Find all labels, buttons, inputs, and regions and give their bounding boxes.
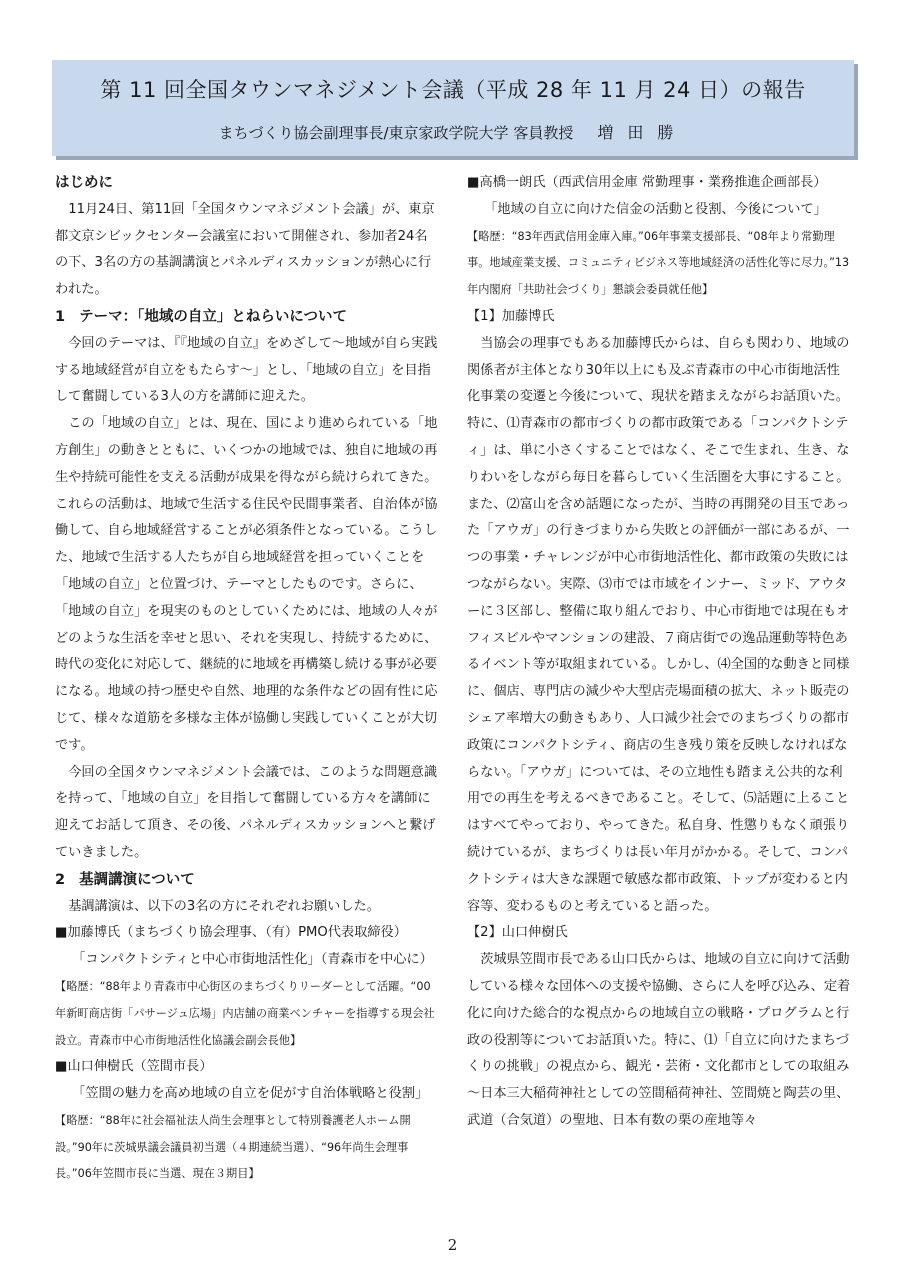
section-2-intro: 基調講演は、以下の3名の方にそれぞれお願いした。 xyxy=(68,898,380,914)
section-1-paragraph-1: 今回のテーマは、『『地域の自立』をめざして～地域が自ら実践する地域経営が自立をもたらす～」とし、「地域の自立」を目指して奮闘している3人の方を講師に迎えた。 xyxy=(55,335,438,405)
keynote-1-heading: 【1】加藤博氏 xyxy=(467,308,555,324)
speaker-1-name: ■加藤博氏（まちづくり協会理事、（有）PMO代表取締役） xyxy=(55,925,407,941)
section-1-paragraph-3: 今回の全国タウンマネジメント会議では、このような問題意識を持って、「地域の自立」を目指して奮闘している方々を講師に迎えてお話して頂き、その後、パネルディスカッションへと繋げていきました。 xyxy=(55,764,438,860)
speaker-3-name: ■高橋一朗氏（西武信用金庫 常勤理事・業務推進企画部長） xyxy=(467,175,827,190)
speaker-2-name: ■山口伸樹氏（笠間市長） xyxy=(55,1059,213,1075)
author-affiliation: まちづくり協会副理事長/東京家政学院大学 客員教授 xyxy=(218,124,574,142)
author-name: 増田勝 xyxy=(597,123,688,142)
section-1-title: テーマ：「地域の自立」とねらいについて xyxy=(79,308,348,325)
speaker-2-bio: 【略歴：“88年に社会福祉法人尚生会理事として特別養護老人ホーム開設。”90年に茨城県議会議員初当選（４期連続当選）、“96年尚生会理事長。”06年笠間市長に当選、現在３期目】 xyxy=(55,1113,411,1181)
section-2-heading xyxy=(55,867,440,894)
section-2-number: 2 xyxy=(55,871,66,888)
section-1-number: 1 xyxy=(55,308,66,325)
keynote-2-body: 茨城県笠間市長である山口氏からは、地域の自立に向けて活動している様々な団体への支援や協働、さらに人を呼び込み、定着化に向けた総合的な視点からの地域自立の戦略・プログラムと行政の役割等についてお話頂いた。特に、⑴「自立に向けたまちづくりの挑戦」の視点から、観光・芸術・文化都市としての取組み～日本三大稲荷神社としての笠間稲荷神社、笠間焼と陶芸の里、武道（合気道）の聖地、日本有数の栗の産地等々 xyxy=(467,952,851,1128)
page-title: 第 11 回全国タウンマネジメント会議（平成 28 年 11 月 24 日）の報告 xyxy=(100,78,806,102)
intro-paragraph: 11月24日、第11回「全国タウンマネジメント会議」が、東京都文京シビックセンター会議室において開催され、参加者24名の下、3名の方の基調講演とパネルディスカッションが熱心に行われた。 xyxy=(55,201,435,298)
author-line xyxy=(52,120,854,143)
speaker-2-topic: 「笠間の魅力を高め地域の自立を促がす自治体戦略と役割」 xyxy=(72,1086,429,1102)
section-2-title: 基調講演について xyxy=(79,871,195,888)
speaker-1-topic: 「コンパクトシティと中心市街地活性化」（青森市を中心に） xyxy=(72,952,433,968)
intro-heading: はじめに xyxy=(55,175,113,191)
page-number: 2 xyxy=(447,1236,458,1254)
right-column xyxy=(467,170,852,1135)
title-banner xyxy=(52,60,854,156)
section-1-heading xyxy=(55,304,440,331)
speaker-3-topic: 「地域の自立に向けた信金の活動と役割、今後について」 xyxy=(484,201,827,217)
keynote-2-heading: 【2】山口伸樹氏 xyxy=(467,925,568,941)
section-1-paragraph-2: この「地域の自立」とは、現在、国により進められている「地方創生」の動きとともに、いくつかの地域では、独自に地域の再生や持続可能性を支える活動が成果を得ながら続けられてきた。これらの活動は、地域で生活する住民や民間事業者、自治体が協働して、自ら地域経営することが必須条件となっている。こうした、地域で生活する人たちが自ら地域経営を担っていくことを「地域の自立」と位置づけ、テーマとしたものです。さらに、「地域の自立」を現実のものとしていくためには、地域の人々がどのような生活を幸せと思い、それを実現し、持続するために、時代の変化に対応して、継続的に地域を再構築し続ける事が必要になる。地域の持つ歴史や自然、地理的な条件などの固有性に応じて、様々な道筋を多様な主体が協働し実践していくことが大切です。 xyxy=(55,416,438,753)
speaker-1-bio: 【略歴：“88年より青森市中心街区のまちづくりリーダーとして活躍。“00年新町商店街「パサージュ広場」内店舗の商業ベンチャーを指導する現会社設立。青森市中心市街地活性化協議会副会長他】 xyxy=(55,979,435,1047)
left-column xyxy=(55,170,440,1188)
speaker-3-bio: 【略歴：“83年西武信用金庫入庫。”06年事業支援部長、“08年より常勤理事。地域産業支援、コミュニティビジネス等地域経済の活性化等に尽力。”13年内閣府「共助社会づくり」懇談会委員就任他】 xyxy=(467,229,850,297)
keynote-1-body: 当協会の理事でもある加藤博氏からは、自らも関わり、地域の関係者が主体となり30年以上にも及ぶ青森市の中心市街地活性化事業の変遷と今後について、現状を踏まえながらお話頂いた。特に、⑴青森市の都市づくりの都市政策である「コンパクトシティ」は、単に小さくすることではなく、そこで生まれ、生き、なりわいをしながら毎日を暮らしていく生活圏を大事にすること。また、⑵富山を含め話題になったが、当時の再開発の目玉であった「アウガ」の行きづまりから失敗との評価が一部にあるが、一つの事業・チャレンジが中心市街地活性化、都市政策の失敗にはつながらない。実際、⑶市では市域をインナー、ミッド、アウターに３区部し、整備に取り組んでおり、中心市街地では現在もオフィスビルやマンションの建設、７商店街での逸品運動等特色あるイベント等が取組まれている。しかし、⑷全国的な動きと同様に、個店、専門店の減少や大型店売場面積の拡大、ネット販売のシェア率増大の動きもあり、人口減少社会でのまちづくりの都市政策にコンパクトシティ、商店の生き残り策を反映しなければならない。「アウガ」については、その立地性も踏まえ公共的な利用での再生を考えるべきであること。そして、⑸話題に上ることはすべてやっており、やってきた。私自身、性懲りもなく頑張り続けているが、まちづくりは長い年月がかかる。そして、コンパクトシティは大きな課題で敏感な都市政策、トップが変わると内容等、変わるものと考えていると語った。 xyxy=(467,335,850,914)
